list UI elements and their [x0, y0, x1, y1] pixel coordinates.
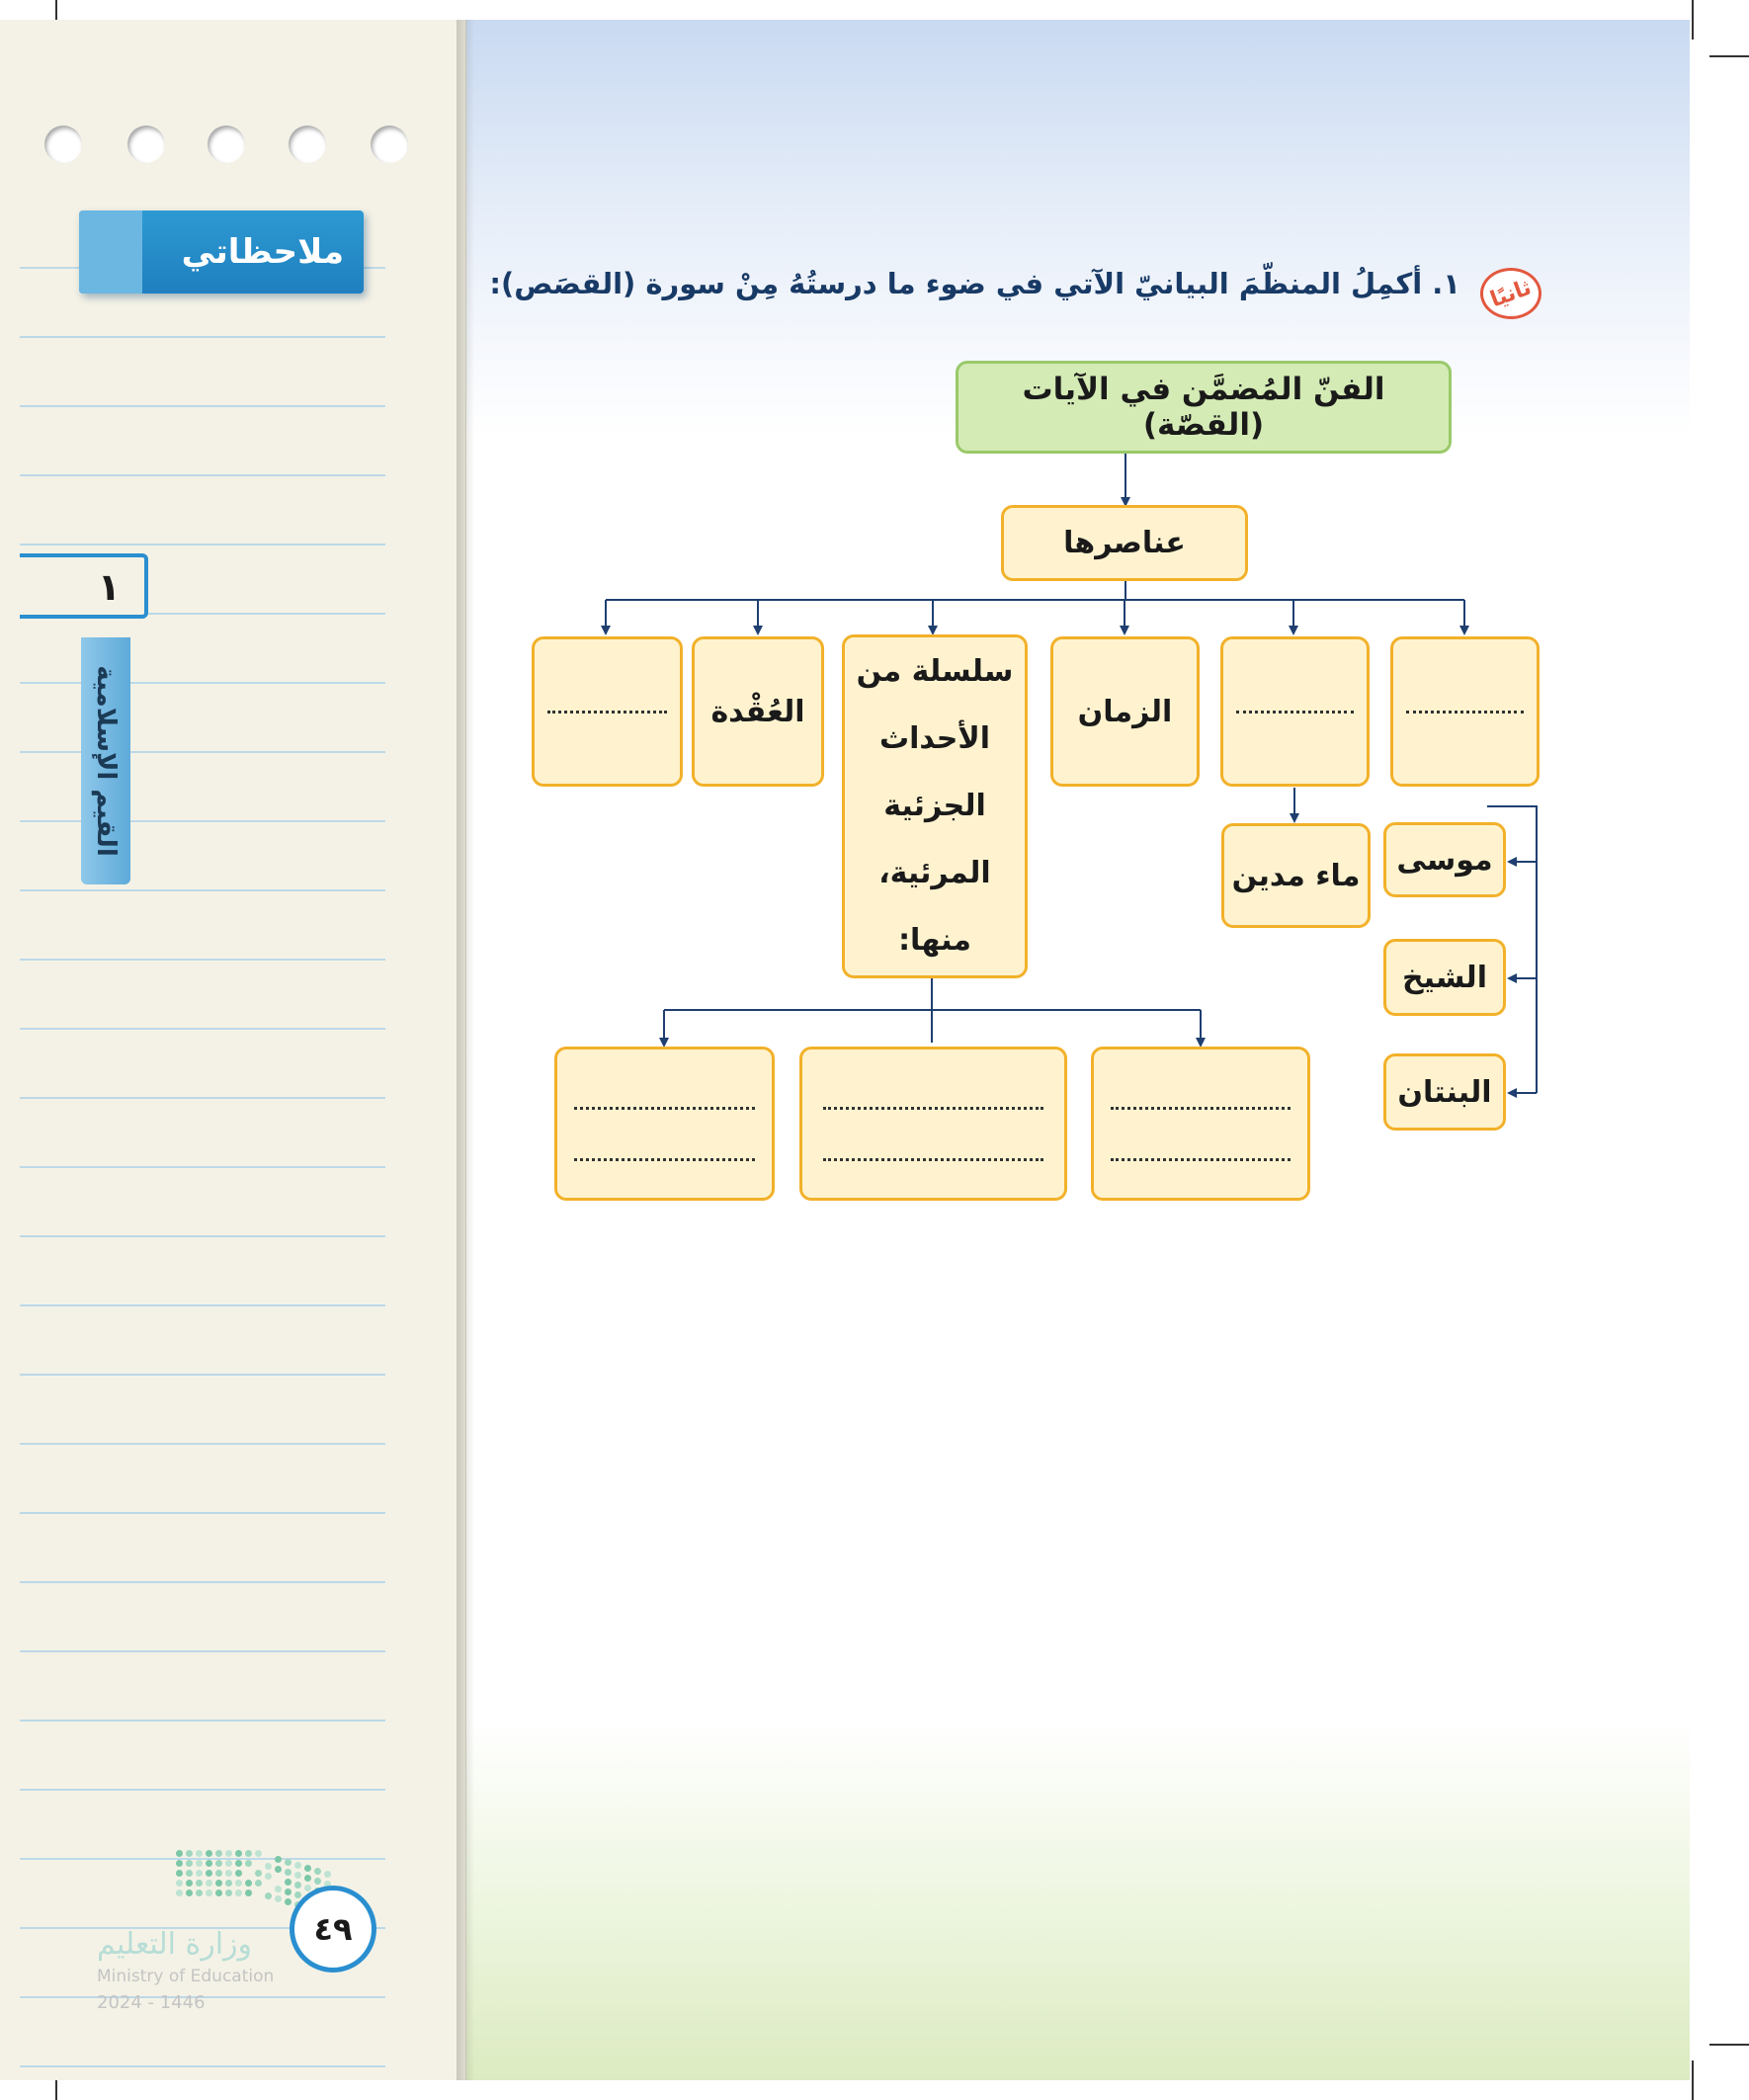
blank-dotted-line — [1111, 1158, 1290, 1161]
place-example-box — [1221, 823, 1371, 928]
blank-dotted-line — [1236, 711, 1354, 714]
section-badge-label: ثانيًا — [1486, 275, 1536, 312]
events-line: المرئية، — [878, 856, 991, 890]
blank-dotted-line — [574, 1107, 754, 1110]
event-answer-box[interactable] — [554, 1047, 775, 1201]
character-label: الشيخ — [1402, 960, 1487, 995]
plot-label: العُقْدة — [710, 694, 805, 729]
notes-title: ملاحظاتي — [181, 232, 344, 272]
element-box-blank[interactable] — [532, 636, 683, 787]
elements-label: عناصرها — [1063, 526, 1186, 560]
element-box-characters-blank[interactable] — [1390, 636, 1540, 787]
element-box-events — [842, 634, 1028, 978]
element-box-place-blank[interactable] — [1220, 636, 1370, 787]
blank-dotted-line — [1111, 1107, 1290, 1110]
question-text: ١. أكمِلُ المنظّمَ البيانيّ الآتي في ضوء ما درستُهُ مِنْ سورة (القصَص): — [489, 267, 1460, 300]
blank-dotted-line — [547, 711, 667, 714]
organizer-title-box — [956, 361, 1452, 454]
blank-dotted-line — [823, 1158, 1043, 1161]
events-line: سلسلة من — [856, 654, 1014, 689]
event-answer-box[interactable] — [1091, 1047, 1310, 1201]
ministry-name-en: Ministry of Education — [97, 1967, 275, 1986]
events-line: منها: — [898, 923, 971, 958]
event-answer-box[interactable] — [799, 1047, 1067, 1201]
unit-number: ١ — [97, 565, 121, 609]
organizer-title: الفنّ المُضمَّن في الآيات (القصّة) — [1022, 372, 1385, 443]
page-number: ٤٩ — [313, 1910, 353, 1948]
events-line: الجزئية — [883, 789, 986, 823]
character-box — [1383, 1053, 1506, 1131]
character-box — [1383, 939, 1506, 1016]
place-example-label: ماء مدين — [1231, 858, 1361, 893]
ministry-year: 2024 - 1446 — [97, 1992, 206, 2013]
element-box-plot — [692, 636, 824, 787]
character-label: البنتان — [1397, 1074, 1492, 1110]
elements-box — [1001, 505, 1248, 581]
blank-dotted-line — [1406, 711, 1524, 714]
blank-dotted-line — [574, 1158, 754, 1161]
blank-dotted-line — [823, 1107, 1043, 1110]
character-label: موسى — [1396, 842, 1493, 878]
character-box — [1383, 822, 1506, 897]
ministry-name-ar: وزارة التعليم — [97, 1927, 253, 1962]
events-line: الأحداث — [879, 721, 991, 756]
element-box-time — [1050, 636, 1200, 787]
subject-label: القيم الإسلامية — [91, 665, 121, 857]
time-label: الزمان — [1077, 694, 1173, 729]
